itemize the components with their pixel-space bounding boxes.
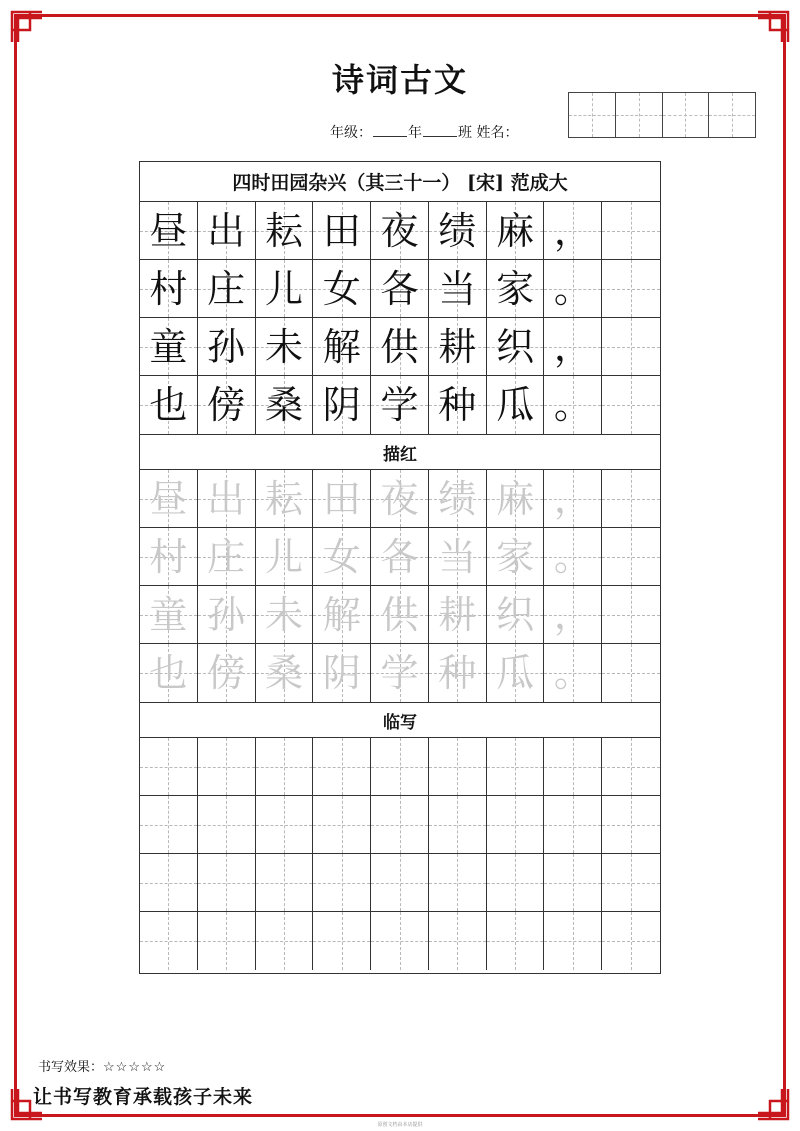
trace-cell — [256, 528, 314, 585]
copy-cell[interactable] — [140, 738, 198, 795]
copy-cell[interactable] — [313, 738, 371, 795]
trace-cell — [429, 644, 487, 702]
trace-character: ， — [553, 476, 592, 521]
model-cell — [602, 318, 660, 375]
name-box[interactable] — [569, 93, 616, 137]
trace-character: 供 — [380, 592, 419, 637]
model-character: 供 — [380, 324, 419, 369]
model-cell — [371, 376, 429, 434]
copy-cell[interactable] — [429, 738, 487, 795]
model-cell — [256, 260, 314, 317]
class-blank[interactable] — [423, 124, 457, 137]
model-cell — [140, 260, 198, 317]
model-cell — [140, 202, 198, 259]
trace-cell — [544, 586, 602, 643]
trace-cell — [544, 644, 602, 702]
star-rating[interactable]: ☆☆☆☆☆ — [103, 1060, 167, 1075]
model-row — [140, 318, 660, 376]
copy-cell[interactable] — [429, 854, 487, 911]
trace-character: 女 — [322, 534, 361, 579]
model-cell — [313, 202, 371, 259]
copy-row — [140, 854, 660, 912]
trace-cell — [429, 528, 487, 585]
model-character: 各 — [380, 266, 419, 311]
trace-character: 当 — [438, 534, 477, 579]
model-character: 。 — [553, 266, 592, 311]
trace-character: 桑 — [264, 651, 303, 695]
trace-cell — [544, 470, 602, 527]
model-character: 未 — [264, 324, 303, 369]
name-writing-boxes[interactable] — [568, 92, 756, 138]
trace-character: 耘 — [264, 476, 303, 521]
model-character: 桑 — [264, 383, 303, 427]
trace-row — [140, 644, 660, 702]
trace-cell — [198, 528, 256, 585]
trace-cell — [487, 644, 545, 702]
model-character: 也 — [149, 383, 188, 427]
model-character: 女 — [322, 266, 361, 311]
page-title: 诗词古文 — [331, 61, 468, 99]
copy-cell[interactable] — [371, 738, 429, 795]
trace-row — [140, 528, 660, 586]
model-character: 孙 — [207, 324, 246, 369]
trace-character: 。 — [553, 534, 592, 579]
copy-cell[interactable] — [256, 796, 314, 853]
model-row — [140, 260, 660, 318]
model-character: 庄 — [207, 266, 246, 311]
copy-cell[interactable] — [602, 854, 660, 911]
copy-cell[interactable] — [256, 854, 314, 911]
model-character: 夜 — [380, 208, 419, 253]
trace-cell — [313, 528, 371, 585]
model-character: 耕 — [438, 324, 477, 369]
copy-cell[interactable] — [487, 796, 545, 853]
copy-cell[interactable] — [487, 912, 545, 970]
model-character: 儿 — [264, 266, 303, 311]
trace-character: 童 — [149, 592, 188, 637]
trace-cell — [429, 470, 487, 527]
trace-characters — [140, 470, 660, 702]
trace-cell — [313, 644, 371, 702]
model-character: 麻 — [496, 208, 535, 253]
copy-cell[interactable] — [371, 854, 429, 911]
model-character: ， — [553, 324, 592, 369]
copy-row — [140, 796, 660, 854]
trace-cell — [140, 470, 198, 527]
class-label: 班 — [458, 125, 472, 141]
copy-cell[interactable] — [256, 738, 314, 795]
trace-character: 儿 — [264, 534, 303, 579]
copy-cell[interactable] — [602, 912, 660, 970]
trace-cell — [429, 586, 487, 643]
model-character: 解 — [322, 324, 361, 369]
model-cell — [487, 202, 545, 259]
trace-character: 家 — [496, 534, 535, 579]
trace-cell — [198, 644, 256, 702]
trace-cell — [602, 470, 660, 527]
model-cell — [371, 202, 429, 259]
copy-cell[interactable] — [429, 796, 487, 853]
model-cell — [429, 202, 487, 259]
copy-cell[interactable] — [140, 854, 198, 911]
trace-section-label: 描红 — [140, 434, 660, 470]
trace-cell — [602, 644, 660, 702]
model-character: 当 — [438, 266, 477, 311]
trace-character: 绩 — [438, 476, 477, 521]
model-cell — [602, 376, 660, 434]
trace-character: 。 — [553, 651, 592, 695]
trace-character: 解 — [322, 592, 361, 637]
practice-sheet — [139, 161, 661, 974]
trace-character: 孙 — [207, 592, 246, 637]
name-box[interactable] — [616, 93, 663, 137]
copy-cell[interactable] — [256, 912, 314, 970]
trace-character: 种 — [438, 651, 477, 695]
model-character: 傍 — [207, 383, 246, 427]
trace-cell — [256, 470, 314, 527]
model-cell — [487, 376, 545, 434]
trace-character: 耕 — [438, 592, 477, 637]
corner-ornament-top-right — [756, 10, 790, 44]
model-character: 出 — [207, 208, 246, 253]
grade-blank[interactable] — [373, 124, 407, 137]
copy-cell[interactable] — [198, 912, 256, 970]
copy-cell[interactable] — [487, 854, 545, 911]
name-box[interactable] — [663, 93, 710, 137]
copy-cell[interactable] — [602, 738, 660, 795]
copy-cell[interactable] — [544, 854, 602, 911]
copy-cell[interactable] — [198, 738, 256, 795]
trace-character: 未 — [264, 592, 303, 637]
model-row — [140, 202, 660, 260]
copy-section-label: 临写 — [140, 702, 660, 738]
corner-ornament-top-left — [10, 10, 44, 44]
model-cell — [198, 376, 256, 434]
trace-cell — [371, 586, 429, 643]
trace-cell — [256, 644, 314, 702]
model-cell — [544, 202, 602, 259]
trace-cell — [140, 528, 198, 585]
trace-cell — [140, 586, 198, 643]
model-cell — [544, 318, 602, 375]
trace-cell — [371, 470, 429, 527]
trace-cell — [602, 586, 660, 643]
model-cell — [371, 260, 429, 317]
corner-ornament-bottom-right — [756, 1087, 790, 1121]
copy-cell[interactable] — [602, 796, 660, 853]
trace-character: 瓜 — [496, 651, 535, 695]
model-cell — [198, 318, 256, 375]
copy-cell[interactable] — [198, 796, 256, 853]
copy-cell[interactable] — [544, 796, 602, 853]
trace-character: ， — [553, 592, 592, 637]
copy-cell[interactable] — [313, 796, 371, 853]
model-cell — [487, 318, 545, 375]
copy-cell[interactable] — [140, 912, 198, 970]
model-character: 织 — [496, 324, 535, 369]
model-cell — [371, 318, 429, 375]
model-cell — [544, 376, 602, 434]
model-character: 童 — [149, 324, 188, 369]
copy-cell[interactable] — [371, 796, 429, 853]
copy-row — [140, 912, 660, 970]
model-cell — [313, 318, 371, 375]
trace-row — [140, 470, 660, 528]
model-character: 绩 — [438, 208, 477, 253]
trace-cell — [487, 470, 545, 527]
model-cell — [313, 376, 371, 434]
trace-character: 各 — [380, 534, 419, 579]
trace-character: 也 — [149, 651, 188, 695]
model-cell — [602, 260, 660, 317]
effect-label: 书写效果： — [38, 1060, 104, 1075]
model-character: 昼 — [149, 208, 188, 253]
footer-slogan: 让书写教育承载孩子未来 — [33, 1086, 254, 1108]
trace-character: 田 — [322, 476, 361, 521]
model-cell — [544, 260, 602, 317]
year-label: 年 — [408, 125, 422, 141]
writing-effect-rating — [38, 1056, 166, 1075]
copy-cell[interactable] — [371, 912, 429, 970]
trace-cell — [371, 644, 429, 702]
copy-cell[interactable] — [313, 912, 371, 970]
trace-character: 学 — [380, 651, 419, 695]
model-cell — [429, 376, 487, 434]
model-character: 学 — [380, 383, 419, 427]
trace-character: 出 — [207, 476, 246, 521]
copy-cell[interactable] — [198, 854, 256, 911]
trace-cell — [256, 586, 314, 643]
model-character: 田 — [322, 208, 361, 253]
trace-character: 村 — [149, 534, 188, 579]
model-cell — [602, 202, 660, 259]
trace-character: 织 — [496, 592, 535, 637]
model-character: 种 — [438, 383, 477, 427]
model-character: 瓜 — [496, 383, 535, 427]
model-character: 阴 — [322, 383, 361, 427]
copy-row — [140, 738, 660, 796]
trace-character: 阴 — [322, 651, 361, 695]
model-character: 耘 — [264, 208, 303, 253]
model-cell — [198, 202, 256, 259]
copy-cell[interactable] — [429, 912, 487, 970]
model-cell — [140, 318, 198, 375]
model-cell — [429, 318, 487, 375]
model-character: ， — [553, 208, 592, 253]
model-character: 村 — [149, 266, 188, 311]
grade-label: 年级： — [330, 125, 372, 141]
trace-cell — [544, 528, 602, 585]
model-cell — [256, 202, 314, 259]
copy-practice-grid[interactable] — [140, 738, 660, 970]
trace-row — [140, 586, 660, 644]
trace-cell — [313, 470, 371, 527]
name-label: 姓名： — [476, 125, 519, 141]
copy-cell[interactable] — [544, 738, 602, 795]
fine-print: 原创文档由本店提供 — [377, 1122, 423, 1128]
trace-cell — [198, 470, 256, 527]
model-cell — [256, 376, 314, 434]
trace-character: 庄 — [207, 534, 246, 579]
copy-cell[interactable] — [544, 912, 602, 970]
model-cell — [429, 260, 487, 317]
model-cell — [256, 318, 314, 375]
model-cell — [140, 376, 198, 434]
model-cell — [487, 260, 545, 317]
poem-heading: 四时田园杂兴（其三十一） [宋] 范成大 — [140, 162, 660, 202]
trace-cell — [487, 528, 545, 585]
model-cell — [313, 260, 371, 317]
trace-cell — [487, 586, 545, 643]
trace-cell — [140, 644, 198, 702]
student-info-line — [330, 122, 518, 142]
copy-cell[interactable] — [487, 738, 545, 795]
trace-cell — [371, 528, 429, 585]
trace-cell — [313, 586, 371, 643]
trace-cell — [198, 586, 256, 643]
model-row — [140, 376, 660, 434]
name-box[interactable] — [709, 93, 755, 137]
model-cell — [198, 260, 256, 317]
copy-cell[interactable] — [313, 854, 371, 911]
trace-character: 傍 — [207, 651, 246, 695]
model-character: 家 — [496, 266, 535, 311]
trace-character: 昼 — [149, 476, 188, 521]
model-character: 。 — [553, 383, 592, 427]
trace-cell — [602, 528, 660, 585]
trace-character: 麻 — [496, 476, 535, 521]
trace-character: 夜 — [380, 476, 419, 521]
model-characters — [140, 202, 660, 434]
copy-cell[interactable] — [140, 796, 198, 853]
